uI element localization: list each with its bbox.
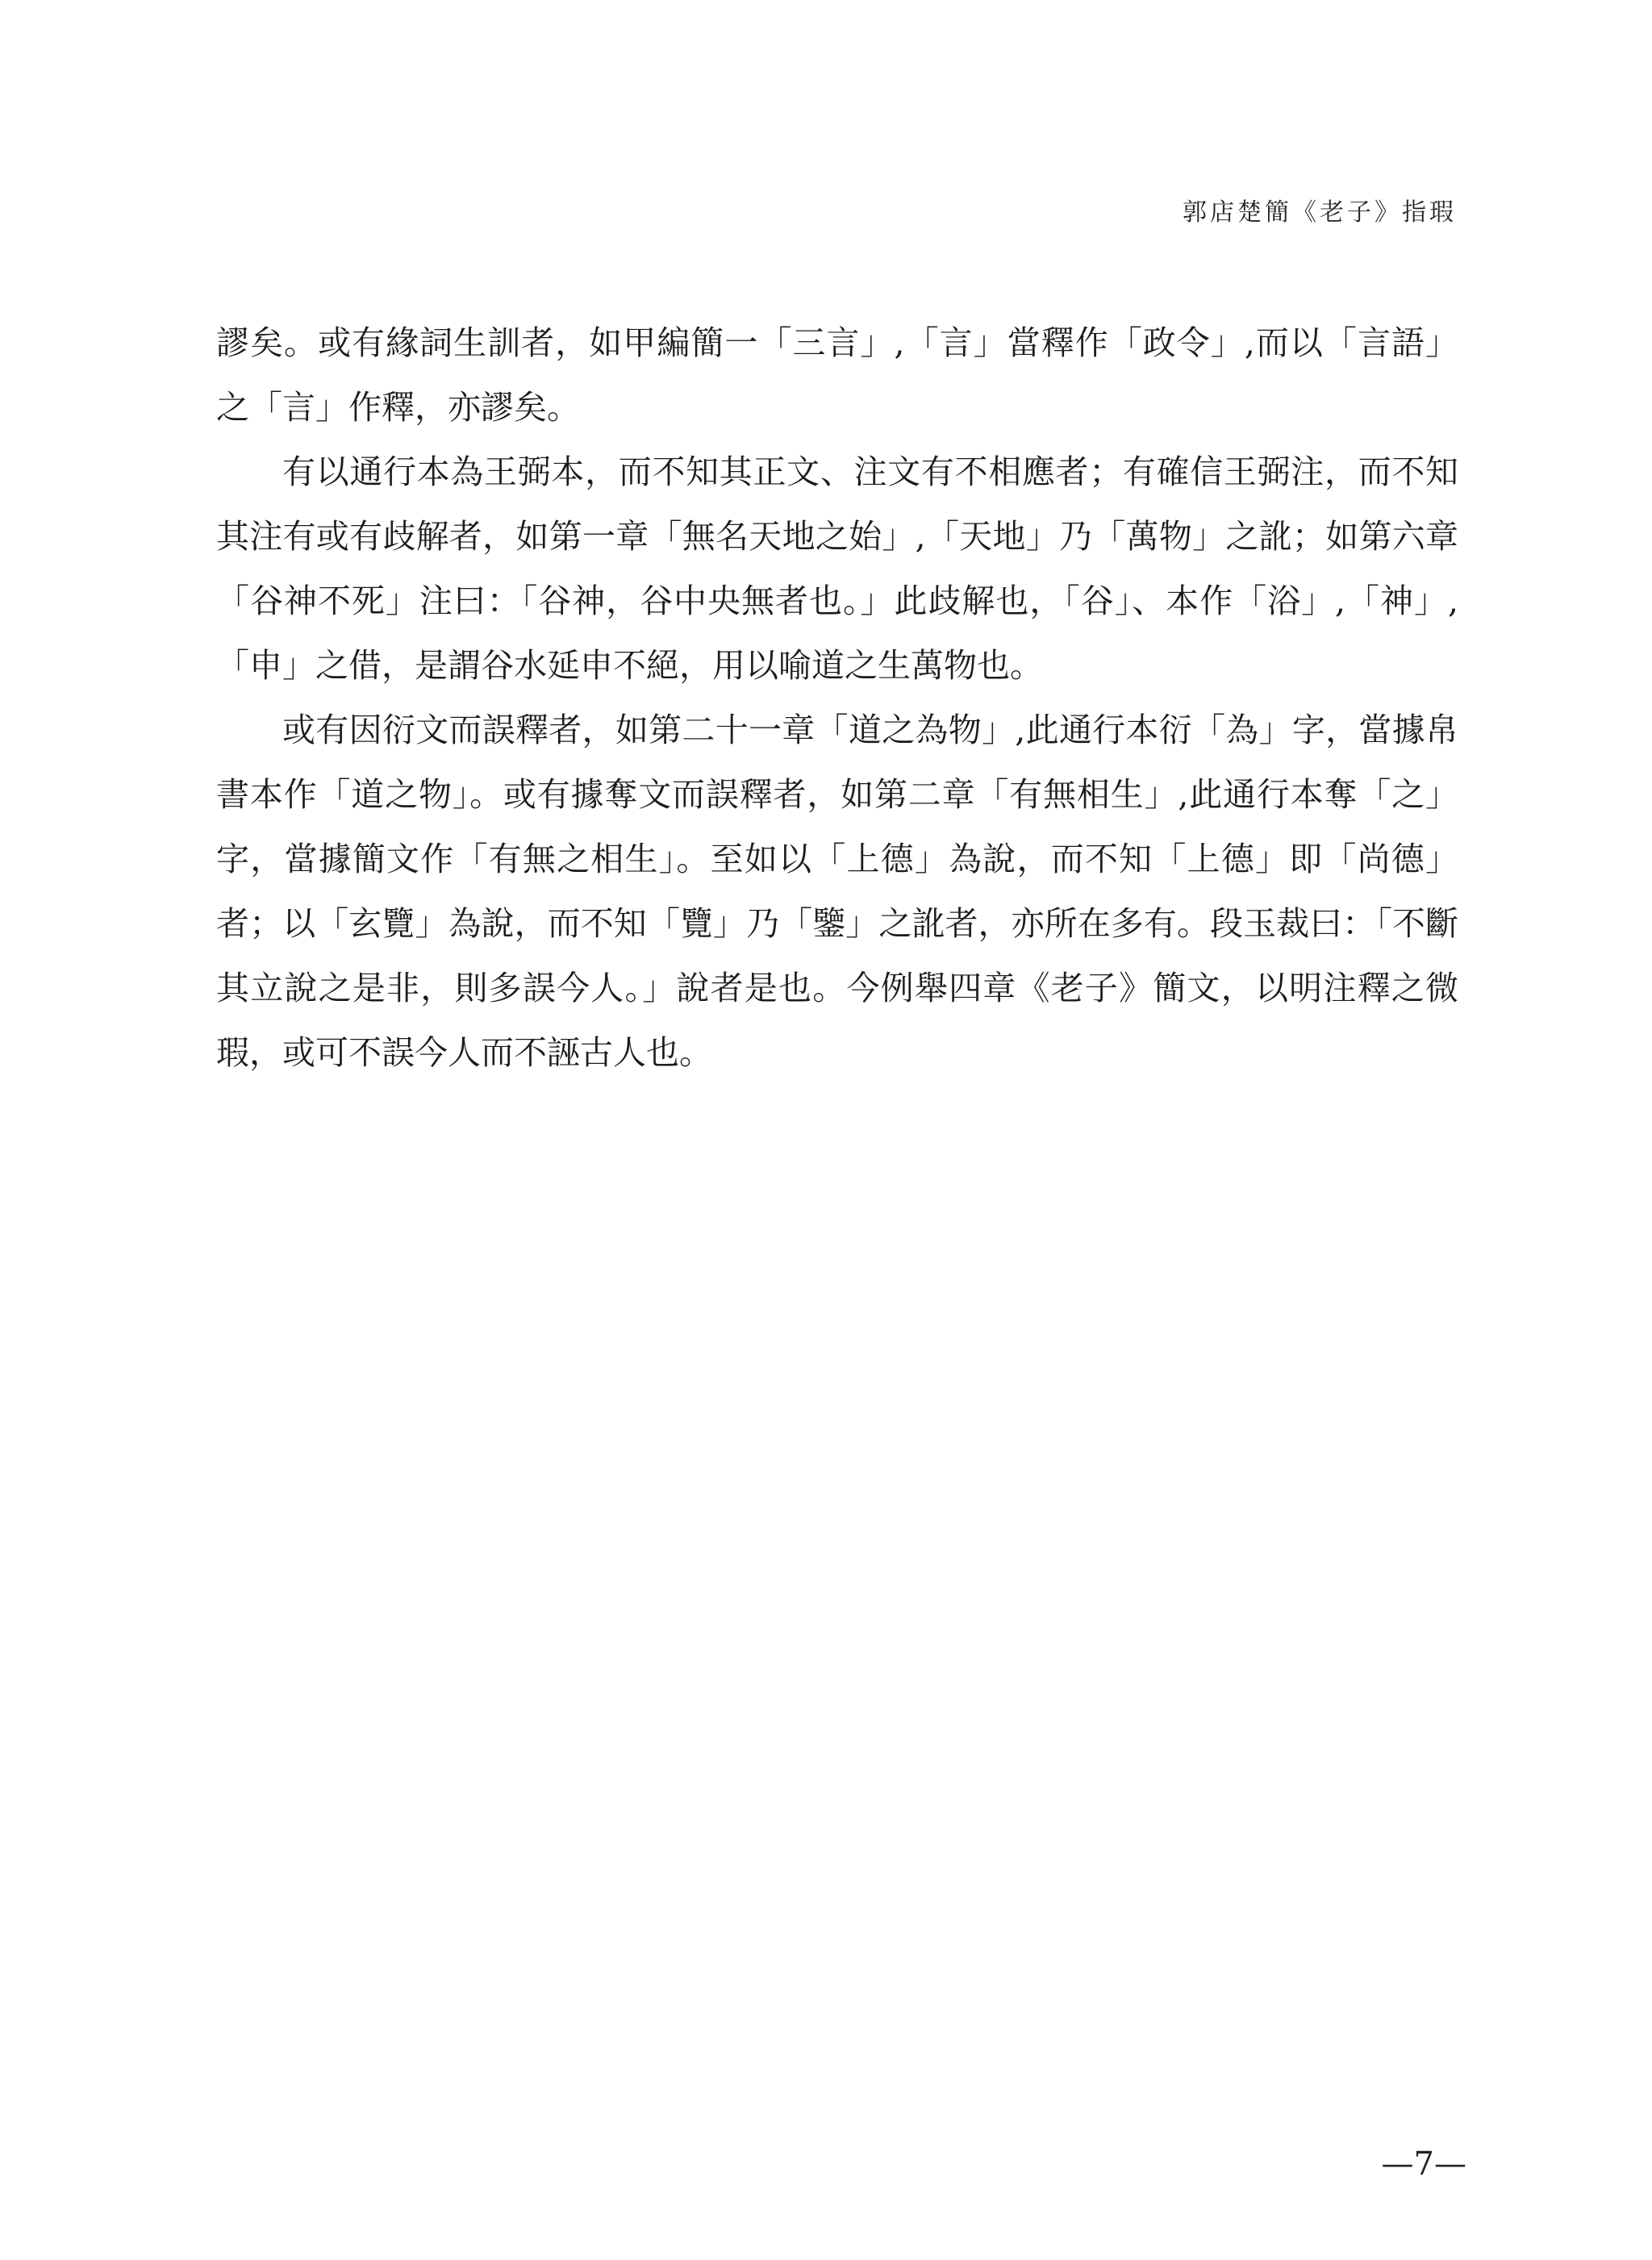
- paragraph-3: 或有因衍文而誤釋者，如第二十一章「道之為物」,此通行本衍「為」字，當據帛書本作「道之物」。或有據奪文而誤釋者，如第二章「有無相生」,此通行本奪「之」字，當據簡文作「有無之相生」。至如以「上德」為說，而不知「上德」即「尚德」者；以「玄覽」為說，而不知「覽」乃「鑒」之訛者，亦所在多有。段玉裁曰：「不斷其立說之是非，則多誤今人。」說者是也。今例舉四章《老子》簡文，以明注釋之微瑕，或可不誤今人而不誣古人也。: [216, 711, 1458, 1072]
- page-number: —7—: [1381, 2145, 1466, 2183]
- body-text: [216, 311, 1458, 1085]
- running-header-title: 郭店楚簡《老子》指瑕: [1183, 198, 1457, 227]
- paragraph-2: 有以通行本為王弼本，而不知其正文、注文有不相應者；有確信王弼注，而不知其注有或有歧解者，如第一章「無名天地之始」,「天地」乃「萬物」之訛；如第六章「谷神不死」注曰：「谷神，谷中央無者也。」此歧解也，「谷」、本作「浴」,「神」,「申」之借，是謂谷水延申不絕，用以喻道之生萬物也。: [216, 452, 1458, 685]
- paragraph-1: 謬矣。或有緣詞生訓者，如甲編簡一「三言」,「言」當釋作「政令」,而以「言語」之「言」作釋，亦謬矣。: [216, 323, 1458, 427]
